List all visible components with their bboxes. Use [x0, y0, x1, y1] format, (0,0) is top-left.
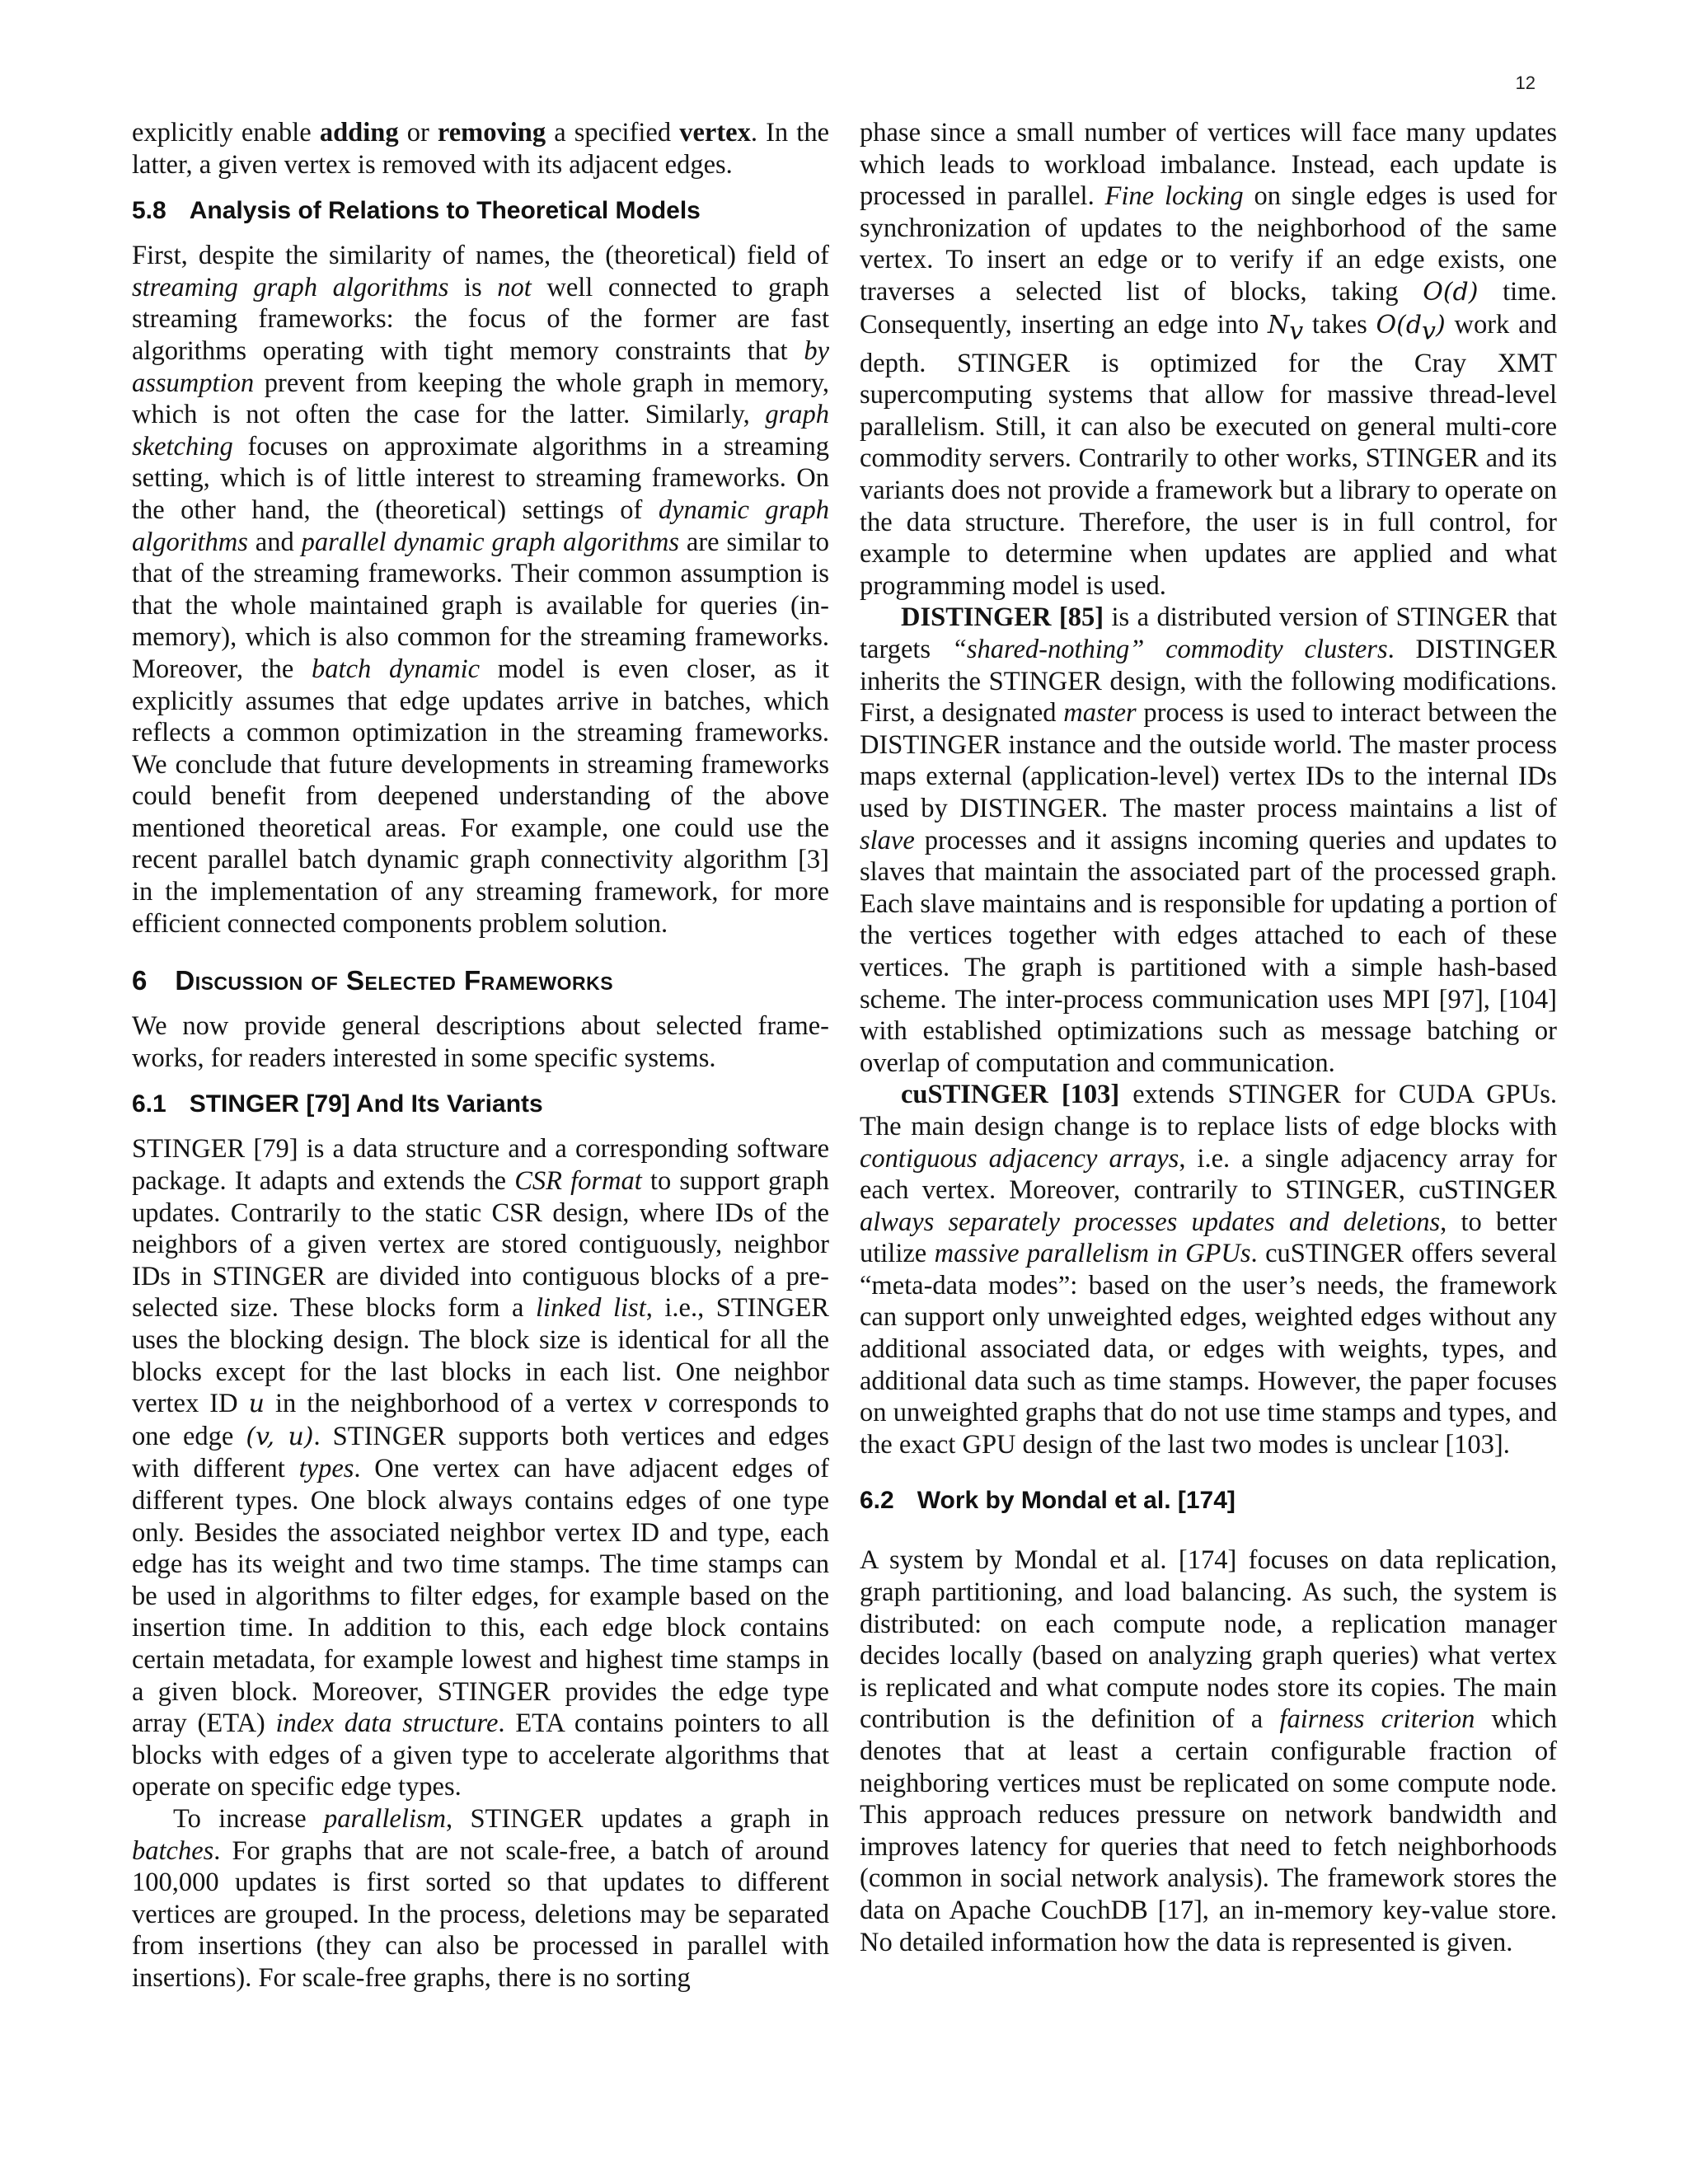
page-number: 12	[1515, 73, 1536, 93]
mondal-paragraph: A system by Mondal et al. [174] focuses on data replication, graph partitioning, and load balancing. As such, the system is distributed: on each compute node, a replication manager decides locally (based on analyzing graph queries) what vertex is replicated and what compute nodes store its copies. The main contribution is the definition of a fairness criterion which denotes that at least a certain configurable fraction of neighboring vertices must be replicated on some compute node. This approach reduces pressure on network bandwidth and improves latency for queries that need to fetch neighborhoods (common in social network analysis). The framework stores the data on Apache CouchDB [17], an in-memory key-value store. No detailed information how the data is represented is given.	[860, 1545, 1557, 1957]
intro-paragraph: explicitly enable adding or removing a specified vertex. In the latter, a given vertex is removed with its adjacent edges.	[132, 118, 829, 180]
section-5-8-paragraph: First, despite the similarity of names, the (theoretical) field of streaming graph algorithms is not well connected to graph streaming frameworks: the focus of the former are fast algorithms operating with tight memory constraints that by assumption prevent from keeping the whole graph in memory, which is not often the case for the latter. Similarly, graph sketching focuses on approximate algorithms in a streaming setting, which is of little interest to streaming frameworks. On the other hand, the (theoretical) settings of dynamic graph algorithms and parallel dynamic graph algorithms are similar to that of the streaming frameworks. Their common assumption is that the whole maintained graph is available for queries (in-memory), which is also common for the streaming frameworks. Moreover, the batch dynamic model is even closer, as it explicitly assumes that edge updates arrive in batches, which reflects a common optimization in the streaming frameworks. We conclude that future developments in streaming frameworks could benefit from deepened understanding of the above mentioned theoretical areas. For example, one could use the recent parallel batch dynamic graph connectivity algorithm [3] in the implementation of any streaming framework, for more efficient connected components problem solution.	[132, 241, 830, 939]
section-6-1-heading: 6.1 STINGER [79] And Its Variants	[132, 1090, 543, 1118]
section-6-2-heading: 6.2 Work by Mondal et al. [174]	[860, 1487, 1236, 1515]
parallelism-paragraph: To increase parallelism, STINGER updates a graph in batches. For graphs that are not scale-free, a batch of around 100,000 updates is first sorted so that updates to different vertices are grouped. In the process, deletions may be separated from insertions (they can also be processed in parallel with insertions). For scale-free graphs, there is no sorting	[132, 1803, 829, 1993]
stinger-continued-paragraph: phase since a small number of vertices will face many updates which leads to workload imbalance. Instead, each update is processed in parallel. Fine locking on single edges is used for synchronization of updates to the neighborhood of the same vertex. To insert an edge or to verify if an edge exists, one traverses a selected list of blocks, taking O(d) time. Consequently, inserting an edge into $N_v$ takes $O(d_v)$ work and depth. STINGER is optimized for the Cray XMT supercomputing systems that allow for massive thread-level parallelism. Still, it can also be executed on general multi-core commodity servers. Contrarily to other works, STINGER and its variants does not provide a framework but a library to operate on the data structure. Therefore, the user is in full control, for example to determine when updates are applied and what programming model is used.	[860, 118, 1558, 601]
distinger-paragraph: DISTINGER [85] is a distributed version of STINGER that targets “shared-nothing” commodity clusters. DISTINGER inherits the STINGER design, with the following modifications. First, a designated master process is used to interact between the DISTINGER instance and the outside world. The master process maps external (application-level) vertex IDs to the internal IDs used by DISTINGER. The master process maintains a list of slave processes and it assigns incoming queries and updates to slaves that maintain the associated part of the processed graph. Each slave maintains and is responsible for updating a portion of the vertices together with edges attached to each of these vertices. The graph is partitioned with a simple hash-based scheme. The inter-process communication uses MPI [97], [104] with established optimizations such as message batching or overlap of computation and communication.	[860, 602, 1557, 1078]
right-column	[860, 117, 1557, 1958]
section-6-paragraph: We now provide general descriptions about selected frameworks, for readers interested in some specific systems.	[132, 1011, 829, 1073]
custinger-paragraph: cuSTINGER [103] extends STINGER for CUDA GPUs. The main design change is to replace lists of edge blocks with contiguous adjacency arrays, i.e. a single adjacency array for each vertex. Moreover, contrarily to STINGER, cuSTINGER always separately processes updates and deletions, to better utilize massive parallelism in GPUs. cuSTINGER offers several “meta-data modes”: based on the user’s needs, the framework can support only unweighted edges, weighted edges without any additional associated data, or edges with weights, types, and additional data such as time stamps. However, the paper focuses on unweighted graphs that do not use time stamps and types, and the exact GPU design of the last two modes is unclear [103].	[860, 1080, 1557, 1460]
section-5-8-heading: 5.8 Analysis of Relations to Theoretical Models	[132, 197, 701, 225]
stinger-paragraph: STINGER [79] is a data structure and a corresponding software package. It adapts and extends the CSR format to support graph updates. Contrarily to the static CSR design, where IDs of the neighbors of a given vertex are stored contiguously, neighbor IDs in STINGER are divided into contiguous blocks of a pre-selected size. These blocks form a linked list, i.e., STINGER uses the blocking design. The block size is identical for all the blocks except for the last blocks in each list. One neighbor vertex ID u in the neighborhood of a vertex v corresponds to one edge (v, u). STINGER supports both vertices and edges with different types. One vertex can have adjacent edges of different types. One block always contains edges of one type only. Besides the associated neighbor vertex ID and type, each edge has its weight and two time stamps. The time stamps can be used in algorithms to filter edges, for example based on the insertion time. In addition to this, each edge block contains certain metadata, for example lowest and highest time stamps in a given block. Moreover, STINGER provides the edge type array (ETA) index data structure. ETA contains pointers to all blocks with edges of a given type to accelerate algorithms that operate on specific edge types.	[132, 1134, 829, 1802]
left-column	[132, 117, 829, 1994]
section-6-heading: 6 Discussion of Selected Frameworks	[132, 965, 614, 996]
